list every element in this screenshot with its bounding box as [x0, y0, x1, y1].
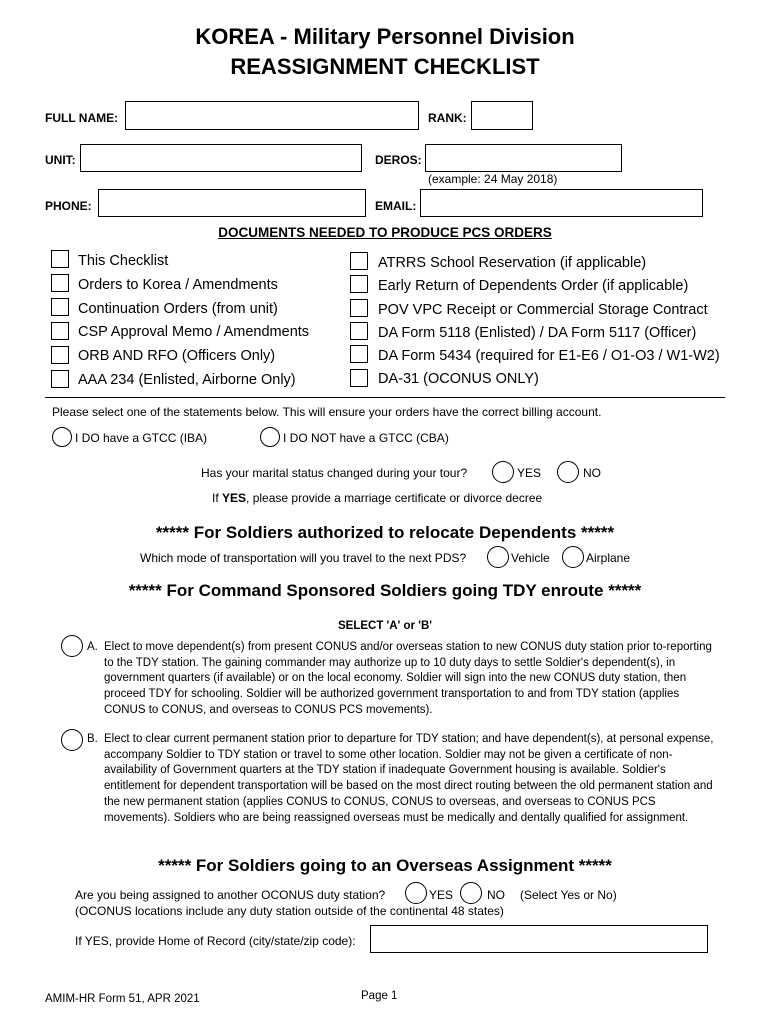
gtcc-instruction: Please select one of the statements below. This will ensure your orders have the correct billing account.: [52, 405, 602, 419]
checkbox[interactable]: [51, 274, 69, 292]
phone-field[interactable]: [98, 189, 366, 217]
phone-label: PHONE:: [45, 199, 92, 213]
page-number: Page 1: [361, 990, 398, 1002]
checklist-item: ORB AND RFO (Officers Only): [78, 348, 276, 364]
deros-label: DEROS:: [375, 153, 422, 167]
checklist-item: Continuation Orders (from unit): [78, 301, 278, 317]
marital-no-radio[interactable]: [557, 461, 579, 483]
option-a-label: A.: [87, 641, 98, 653]
checkbox[interactable]: [350, 322, 368, 340]
gtcc-iba-radio[interactable]: [52, 427, 72, 447]
transport-question: Which mode of transportation will you travel to the next PDS?: [140, 551, 467, 565]
page-title-line2: REASSIGNMENT CHECKLIST: [230, 54, 540, 79]
marital-note-prefix: If: [212, 491, 223, 505]
checkbox[interactable]: [350, 369, 368, 387]
oconus-yes-radio[interactable]: [405, 882, 427, 904]
deros-field[interactable]: [425, 144, 622, 172]
documents-heading: DOCUMENTS NEEDED TO PRODUCE PCS ORDERS: [218, 225, 552, 240]
rank-field[interactable]: [471, 101, 533, 130]
marital-note-suffix: , please provide a marriage certificate or divorce decree: [246, 491, 543, 505]
oconus-select-hint: (Select Yes or No): [520, 888, 617, 902]
rank-label: RANK:: [428, 111, 467, 125]
checklist-item: DA Form 5118 (Enlisted) / DA Form 5117 (Officer): [378, 325, 697, 341]
checklist-item: CSP Approval Memo / Amendments: [78, 324, 310, 340]
marital-note: [212, 491, 542, 505]
marital-yes-label: YES: [517, 466, 542, 480]
form-id: AMIM-HR Form 51, APR 2021: [45, 993, 200, 1005]
unit-field[interactable]: [80, 144, 362, 172]
oconus-question: Are you being assigned to another OCONUS duty station?: [75, 888, 386, 902]
option-b-text: Elect to clear current permanent station prior to departure for TDY station; and have dependent(s), at personal expense, accompany Soldier to TDY station or travel to some other location. Soldier may not be given a certificate of non-availability of Government quarters at the TDY station if inadequate Government housing is available. Soldier's entitlement for dependent transportation will be based on the most direct routing between the old permanent station and the new permanent station (applies CONUS to CONUS, CONUS to overseas, and overseas to CONUS PCS movements). Soldiers who are being reassigned overseas must be medically and dentally qualified for assignment.: [104, 733, 714, 824]
dependents-heading: ***** For Soldiers authorized to relocate Dependents *****: [155, 523, 615, 542]
oconus-no-label: NO: [487, 888, 505, 902]
tdy-heading: ***** For Command Sponsored Soldiers going TDY enroute *****: [128, 581, 642, 600]
checklist-item: ATRRS School Reservation (if applicable): [378, 255, 647, 271]
checklist-item: Early Return of Dependents Order (if applicable): [378, 278, 689, 294]
home-of-record-label: If YES, provide Home of Record (city/state/zip code):: [75, 934, 356, 948]
marital-question: Has your marital status changed during your tour?: [201, 466, 468, 480]
email-label: EMAIL:: [375, 199, 417, 213]
option-b-label: B.: [87, 733, 98, 745]
gtcc-iba-label: I DO have a GTCC (IBA): [75, 431, 208, 445]
marital-no-label: NO: [583, 466, 601, 480]
checkbox[interactable]: [51, 298, 69, 316]
full-name-field[interactable]: [125, 101, 419, 130]
gtcc-cba-label: I DO NOT have a GTCC (CBA): [283, 431, 449, 445]
checklist-item: DA-31 (OCONUS ONLY): [378, 371, 539, 387]
checkbox[interactable]: [350, 252, 368, 270]
tdy-select-instruction: SELECT 'A' or 'B': [338, 620, 432, 632]
option-b-radio[interactable]: [61, 729, 83, 751]
oconus-note: (OCONUS locations include any duty station outside of the continental 48 states): [75, 904, 504, 918]
email-field[interactable]: [420, 189, 703, 217]
checkbox[interactable]: [51, 370, 69, 388]
checklist-item: DA Form 5434 (required for E1-E6 / O1-O3 / W1-W2): [378, 348, 720, 364]
airplane-label: Airplane: [586, 551, 631, 565]
page-title-line1: KOREA - Military Personnel Division: [195, 24, 575, 49]
vehicle-radio[interactable]: [487, 546, 509, 568]
unit-label: UNIT:: [45, 153, 76, 167]
option-a-radio[interactable]: [61, 635, 83, 657]
divider: [45, 397, 725, 398]
checkbox[interactable]: [350, 275, 368, 293]
airplane-radio[interactable]: [562, 546, 584, 568]
overseas-heading: ***** For Soldiers going to an Overseas Assignment *****: [158, 856, 612, 875]
home-of-record-field[interactable]: [370, 925, 708, 953]
checklist-item: POV VPC Receipt or Commercial Storage Contract: [378, 302, 708, 318]
checkbox[interactable]: [51, 322, 69, 340]
checklist-item: Orders to Korea / Amendments: [78, 277, 278, 293]
checklist-item: This Checklist: [78, 253, 169, 269]
oconus-no-radio[interactable]: [460, 882, 482, 904]
checkbox[interactable]: [51, 250, 69, 268]
checklist-item: AAA 234 (Enlisted, Airborne Only): [78, 372, 296, 388]
checkbox[interactable]: [51, 346, 69, 364]
checkbox[interactable]: [350, 345, 368, 363]
deros-hint: (example: 24 May 2018): [428, 172, 558, 186]
full-name-label: FULL NAME:: [45, 111, 119, 125]
oconus-yes-label: YES: [429, 888, 454, 902]
gtcc-cba-radio[interactable]: [260, 427, 280, 447]
vehicle-label: Vehicle: [511, 551, 550, 565]
marital-yes-radio[interactable]: [492, 461, 514, 483]
checkbox[interactable]: [350, 299, 368, 317]
marital-note-bold: YES: [222, 491, 247, 505]
option-a-text: Elect to move dependent(s) from present CONUS and/or overseas station to new CONUS duty station prior to-reporting to the TDY station. The gaining commander may authorize up to 10 duty days to settle Soldier's dependent(s), in government quarters (if available) or on the local economy. Soldier will sign into the new CONUS duty station, then proceed TDY for schooling. Soldier will be authorized government transportation to and from TDY station (applies CONUS to CONUS, and overseas to CONUS PCS movements).: [104, 641, 712, 716]
